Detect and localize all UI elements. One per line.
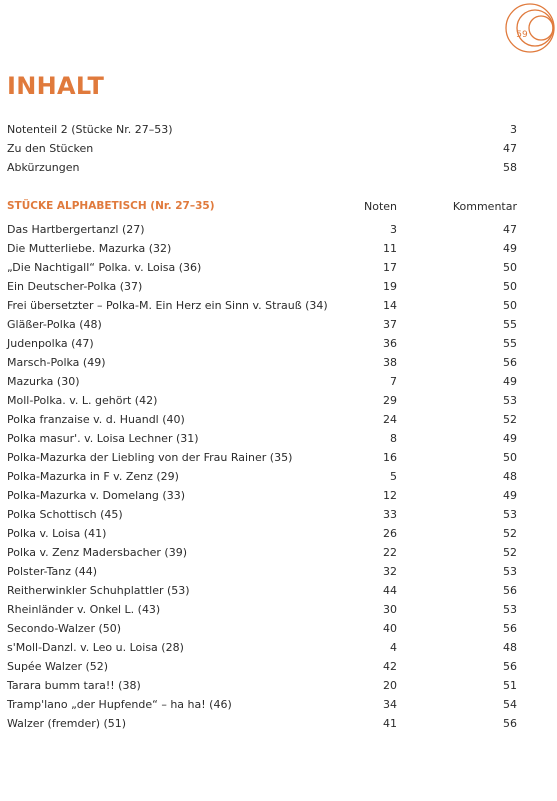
piece-title: Reitherwinkler Schuhplattler (53) [7, 584, 190, 597]
piece-row[interactable] [7, 296, 517, 315]
piece-title: Polka franzaise v. d. Huandl (40) [7, 413, 185, 426]
toc-item-page: 3 [510, 123, 517, 136]
page-number: 59 [516, 30, 528, 40]
piece-kommentar-page: 49 [503, 432, 517, 445]
piece-title: Die Mutterliebe. Mazurka (32) [7, 242, 172, 255]
piece-row[interactable] [7, 220, 517, 239]
piece-noten-page: 42 [383, 660, 397, 673]
piece-title: Marsch-Polka (49) [7, 356, 106, 369]
piece-kommentar-page: 56 [503, 356, 517, 369]
piece-noten-page: 32 [383, 565, 397, 578]
piece-row[interactable] [7, 619, 517, 638]
piece-kommentar-page: 52 [503, 546, 517, 559]
piece-noten-page: 30 [383, 603, 397, 616]
piece-row[interactable] [7, 581, 517, 600]
piece-row[interactable] [7, 372, 517, 391]
page-number-badge [500, 0, 557, 55]
piece-noten-page: 37 [383, 318, 397, 331]
piece-row[interactable] [7, 562, 517, 581]
piece-title: Das Hartbergertanzl (27) [7, 223, 145, 236]
piece-noten-page: 36 [383, 337, 397, 350]
piece-kommentar-page: 56 [503, 660, 517, 673]
piece-kommentar-page: 53 [503, 394, 517, 407]
piece-row[interactable] [7, 505, 517, 524]
piece-title: Polka-Mazurka v. Domelang (33) [7, 489, 185, 502]
piece-noten-page: 17 [383, 261, 397, 274]
piece-title: Supée Walzer (52) [7, 660, 109, 673]
piece-kommentar-page: 50 [503, 299, 517, 312]
piece-noten-page: 22 [383, 546, 397, 559]
piece-kommentar-page: 50 [503, 280, 517, 293]
piece-row[interactable] [7, 353, 517, 372]
piece-noten-page: 3 [390, 223, 397, 236]
piece-kommentar-page: 55 [503, 337, 517, 350]
piece-kommentar-page: 49 [503, 489, 517, 502]
piece-title: „Die Nachtigall“ Polka. v. Loisa (36) [7, 261, 202, 274]
piece-kommentar-page: 49 [503, 242, 517, 255]
piece-kommentar-page: 54 [503, 698, 517, 711]
piece-noten-page: 12 [383, 489, 397, 502]
piece-kommentar-page: 49 [503, 375, 517, 388]
piece-noten-page: 16 [383, 451, 397, 464]
piece-noten-page: 44 [383, 584, 397, 597]
piece-title: Frei übersetzter – Polka-M. Ein Herz ein Sinn v. Strauß (34) [7, 299, 328, 312]
piece-row[interactable] [7, 315, 517, 334]
piece-title: Gläßer-Polka (48) [7, 318, 102, 331]
piece-row[interactable] [7, 600, 517, 619]
piece-title: Polka masur'. v. Loisa Lechner (31) [7, 432, 199, 445]
toc-item-page: 47 [503, 142, 517, 155]
piece-kommentar-page: 56 [503, 622, 517, 635]
piece-title: Walzer (fremder) (51) [7, 717, 127, 730]
piece-row[interactable] [7, 277, 517, 296]
piece-title: Rheinländer v. Onkel L. (43) [7, 603, 161, 616]
piece-title: Ein Deutscher-Polka (37) [7, 280, 143, 293]
piece-row[interactable] [7, 543, 517, 562]
piece-kommentar-page: 52 [503, 413, 517, 426]
piece-kommentar-page: 53 [503, 603, 517, 616]
piece-row[interactable] [7, 448, 517, 467]
piece-row[interactable] [7, 334, 517, 353]
piece-noten-page: 40 [383, 622, 397, 635]
piece-noten-page: 5 [390, 470, 397, 483]
piece-title: Polster-Tanz (44) [7, 565, 98, 578]
piece-row[interactable] [7, 239, 517, 258]
piece-kommentar-page: 53 [503, 565, 517, 578]
piece-row[interactable] [7, 638, 517, 657]
piece-noten-page: 29 [383, 394, 397, 407]
piece-noten-page: 34 [383, 698, 397, 711]
piece-title: Judenpolka (47) [7, 337, 94, 350]
piece-row[interactable] [7, 714, 517, 733]
piece-kommentar-page: 50 [503, 451, 517, 464]
piece-row[interactable] [7, 657, 517, 676]
piece-row[interactable] [7, 676, 517, 695]
section-title: STÜCKE ALPHABETISCH (Nr. 27–35) [7, 200, 215, 212]
piece-noten-page: 19 [383, 280, 397, 293]
piece-kommentar-page: 52 [503, 527, 517, 540]
piece-noten-page: 24 [383, 413, 397, 426]
piece-noten-page: 41 [383, 717, 397, 730]
piece-kommentar-page: 55 [503, 318, 517, 331]
toc-item-label: Notenteil 2 (Stücke Nr. 27–53) [7, 123, 173, 136]
piece-noten-page: 7 [390, 375, 397, 388]
piece-row[interactable] [7, 391, 517, 410]
piece-row[interactable] [7, 258, 517, 277]
piece-row[interactable] [7, 410, 517, 429]
piece-title: Moll-Polka. v. L. gehört (42) [7, 394, 158, 407]
toc-item-page: 58 [503, 161, 517, 174]
piece-noten-page: 38 [383, 356, 397, 369]
piece-kommentar-page: 50 [503, 261, 517, 274]
column-header-noten: Noten [363, 200, 397, 213]
piece-title: s'Moll-Danzl. v. Leo u. Loisa (28) [7, 641, 184, 654]
piece-title: Polka Schottisch (45) [7, 508, 123, 521]
piece-noten-page: 8 [390, 432, 397, 445]
toc-item[interactable] [7, 158, 517, 177]
piece-noten-page: 14 [383, 299, 397, 312]
piece-kommentar-page: 48 [503, 641, 517, 654]
column-header-kommentar: Kommentar [452, 200, 517, 213]
toc-item[interactable] [7, 120, 517, 139]
piece-title: Polka v. Zenz Madersbacher (39) [7, 546, 187, 559]
toc-item-label: Zu den Stücken [7, 142, 94, 155]
piece-noten-page: 4 [390, 641, 397, 654]
piece-kommentar-page: 48 [503, 470, 517, 483]
piece-row[interactable] [7, 524, 517, 543]
page-title: INHALT [7, 72, 105, 100]
piece-row[interactable] [7, 486, 517, 505]
piece-kommentar-page: 53 [503, 508, 517, 521]
piece-noten-page: 20 [383, 679, 397, 692]
piece-title: Tarara bumm tara!! (38) [7, 679, 141, 692]
piece-kommentar-page: 56 [503, 717, 517, 730]
piece-noten-page: 33 [383, 508, 397, 521]
piece-noten-page: 26 [383, 527, 397, 540]
piece-noten-page: 11 [383, 242, 397, 255]
piece-title: Tramp'lano „der Hupfende“ – ha ha! (46) [7, 698, 232, 711]
piece-kommentar-page: 47 [503, 223, 517, 236]
piece-title: Polka v. Loisa (41) [7, 527, 107, 540]
piece-kommentar-page: 51 [503, 679, 517, 692]
toc-item[interactable] [7, 139, 517, 158]
piece-title: Mazurka (30) [7, 375, 80, 388]
piece-row[interactable] [7, 467, 517, 486]
piece-row[interactable] [7, 429, 517, 448]
piece-kommentar-page: 56 [503, 584, 517, 597]
toc-item-label: Abkürzungen [7, 161, 80, 174]
piece-row[interactable] [7, 695, 517, 714]
piece-title: Secondo-Walzer (50) [7, 622, 122, 635]
section-header [7, 197, 517, 216]
piece-title: Polka-Mazurka in F v. Zenz (29) [7, 470, 179, 483]
piece-title: Polka-Mazurka der Liebling von der Frau Rainer (35) [7, 451, 293, 464]
